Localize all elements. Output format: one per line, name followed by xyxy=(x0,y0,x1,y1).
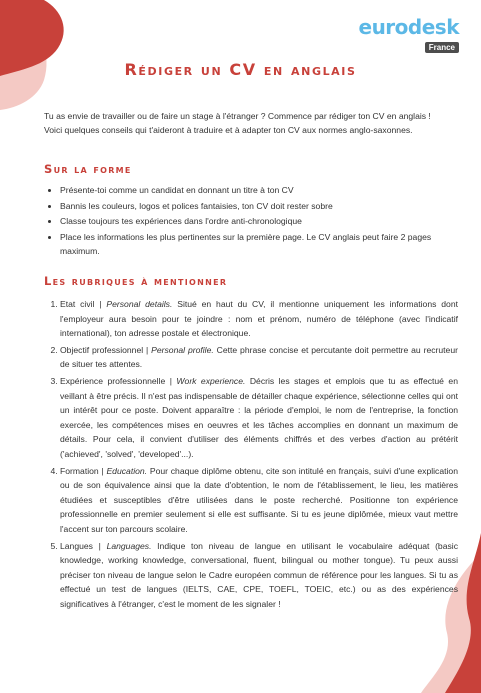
logo-desk: desk xyxy=(407,15,459,39)
item-separator: | xyxy=(94,299,107,309)
rubriques-list xyxy=(44,297,458,613)
list-item xyxy=(60,464,458,537)
section-title-rubriques: Les rubriques à mentionner xyxy=(44,274,228,288)
item-label: Expérience professionnelle xyxy=(60,375,166,386)
decorative-blob-top-left xyxy=(0,0,80,110)
item-text: Situé en haut du CV, il mentionne uniquement les informations dont l'employeur aura besoin pour te joindre : nom et prénom, numéro de téléphone (avec l'indicatif international), ton adresse postale et électronique. xyxy=(60,299,458,339)
logo-country-badge: France xyxy=(425,42,459,53)
item-text: Pour chaque diplôme obtenu, cite son intitulé en français, suivi d'une explication ou de son équivalence ainsi que la date d'obtention, le nom de l'établissement, le lieu, les matières étudiées et susceptibles d'être utilisées dans le poste recherché. Positionne ton expérience professionnelle en premier seulement si elle est suffisante. Si tu es jeune diplômée, mieux vaut mettre l'accent sur ton parcours scolaire. xyxy=(60,465,458,534)
item-label: Etat civil xyxy=(60,299,95,309)
item-label: Objectif professionnel xyxy=(60,344,144,355)
item-text: Indique ton niveau de langue en utilisant le vocabulaire adéquat (basic knowledge, working knowledge, conversational, fluent, bilingual ou mother tongue). Tu peux aussi préciser ton niveau de langue selon le Cadre européen commun de référence pour les langues. Si tu as effectué un test de langues (IELTS, CAE, CPE, TOEFL, TOEIC, etc.) ou as des expériences significatives à l'étranger, c'est le moment de les signaler ! xyxy=(60,540,458,609)
item-text: Décris les stages et emplois que tu as effectué en veillant à être précis. Il n'est pas indispensable de détailler chaque expérience, sélectionne celles qui ont un intérêt pour ce poste. Doivent apparaître : la période d'emploi, le nom de l'entreprise, la fonction exercée, les compétences mises en oeuvres et les tâches accomplies en donnant un maximum de détails. Pour cela, il convient d'utiliser des éléments chiffrés et des verbes d'action au prétérit ('achieved', 'solved', 'developed'...). xyxy=(60,375,458,459)
item-separator: | xyxy=(165,375,177,386)
item-english-term: Personal details. xyxy=(106,299,173,309)
list-item: • Présente-toi comme un candidat en donnant un titre à ton CV xyxy=(60,183,460,197)
item-english-term: Education. xyxy=(106,465,148,476)
list-item: • Bannis les couleurs, logos et polices fantaisies, ton CV doit rester sobre xyxy=(60,199,460,213)
item-english-term: Languages. xyxy=(106,540,152,551)
item-separator: | xyxy=(143,344,152,355)
eurodesk-logo xyxy=(359,17,460,55)
list-item xyxy=(60,539,458,612)
forme-list xyxy=(44,183,460,259)
item-separator: | xyxy=(92,540,107,551)
item-english-term: Work experience. xyxy=(176,375,246,386)
list-item xyxy=(60,374,458,462)
list-item: • Place les informations les plus pertinentes sur la première page. Le CV anglais peut faire 2 pages maximum. xyxy=(60,230,460,258)
list-item xyxy=(60,297,458,341)
logo-euro: euro xyxy=(358,15,408,39)
item-separator: | xyxy=(98,465,107,476)
item-label: Formation xyxy=(60,465,99,476)
item-label: Langues xyxy=(60,540,93,551)
item-text: Cette phrase concise et percutante doit permettre au recruteur de situer tes attentes. xyxy=(60,344,458,370)
section-title-forme: Sur la forme xyxy=(44,162,132,176)
item-english-term: Personal profile. xyxy=(151,344,214,355)
list-item: • Classe toujours tes expériences dans l'ordre anti-chronologique xyxy=(60,214,460,228)
intro-paragraph: Tu as envie de travailler ou de faire un stage à l'étranger ? Commence par rédiger ton CV en anglais ! Voici quelques conseils qui t'aideront à traduire et à adapter ton CV aux normes anglo-saxonnes. xyxy=(44,110,431,135)
list-item xyxy=(60,343,458,372)
page-title: Rédiger un CV en anglais xyxy=(124,60,357,79)
